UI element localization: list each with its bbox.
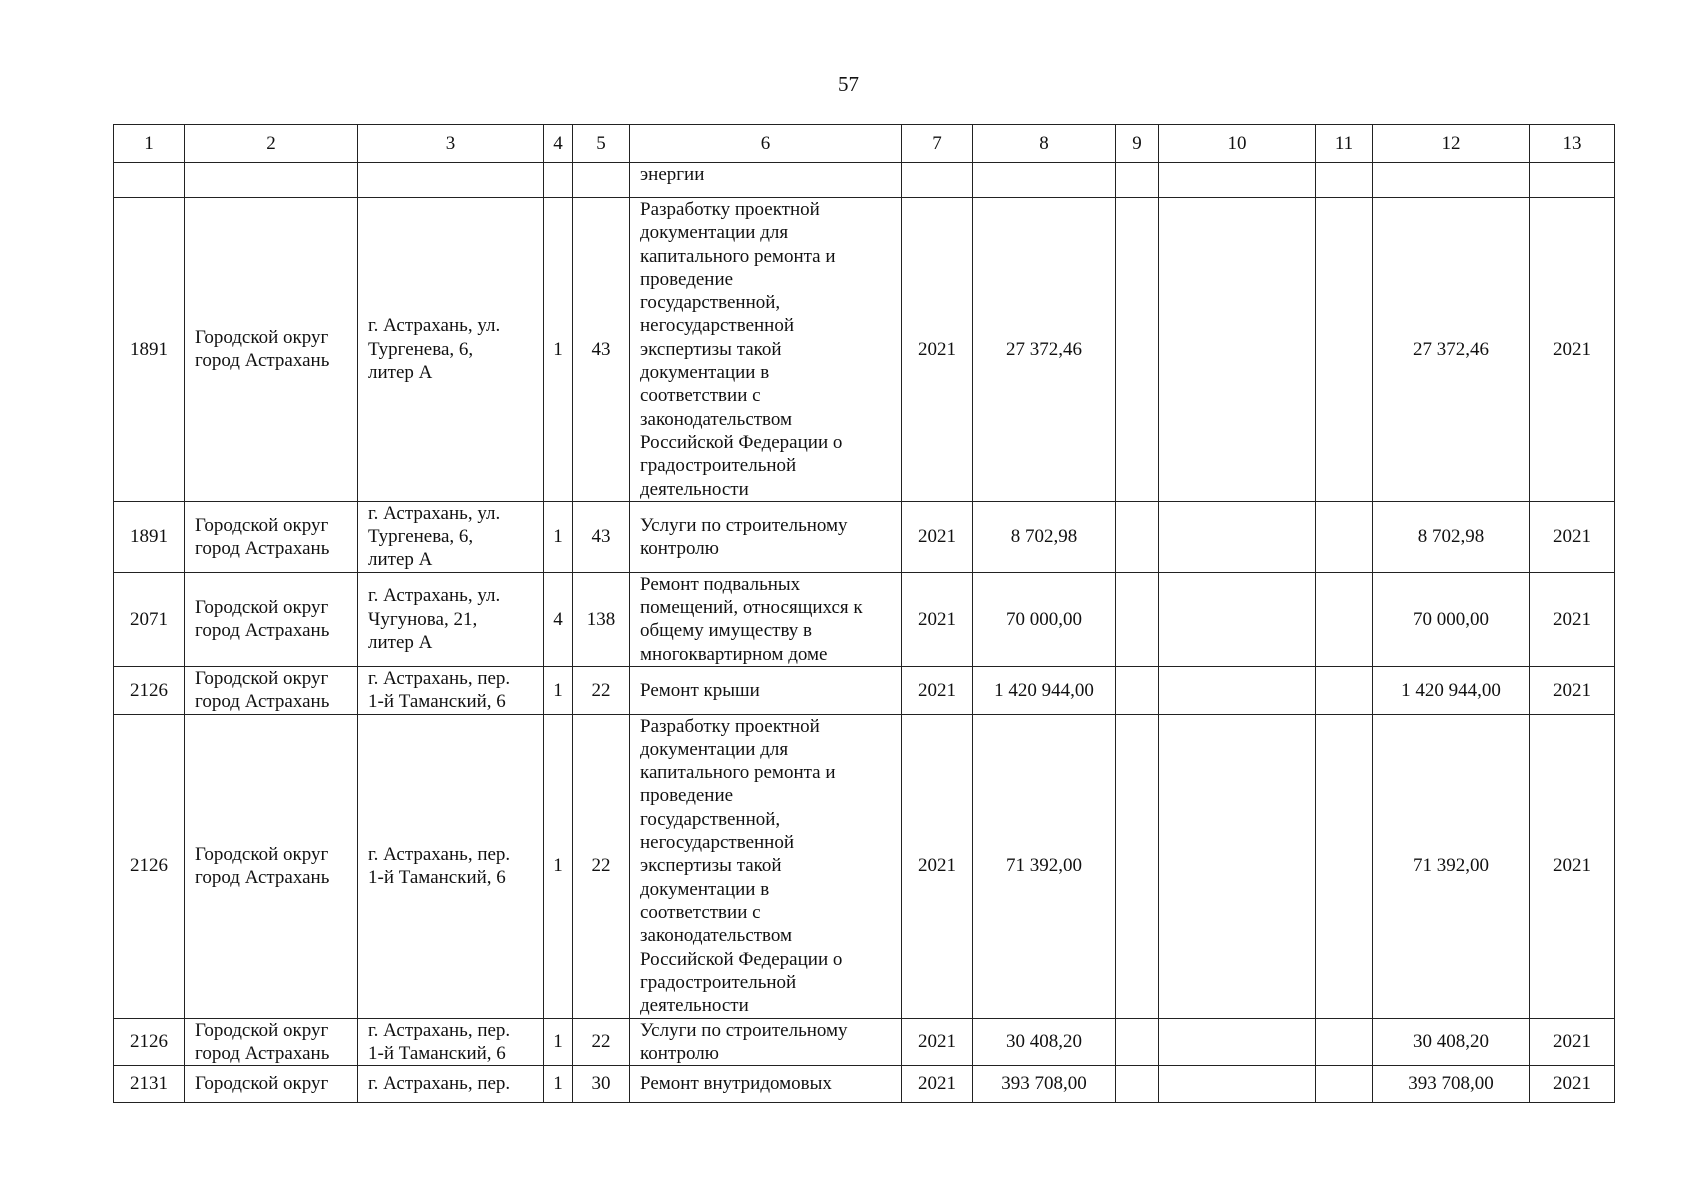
table-cell	[1316, 1018, 1373, 1066]
table-cell	[1316, 572, 1373, 666]
table-cell	[1159, 501, 1316, 572]
table-cell: 1	[544, 501, 573, 572]
year-cell: 2021	[1530, 1018, 1615, 1066]
amount-cell: 393 708,00	[1373, 1066, 1530, 1103]
table-cell	[1116, 163, 1159, 198]
table-cell	[1159, 572, 1316, 666]
municipality-cell: Городской округ	[185, 1066, 358, 1103]
municipality-cell: Городской округ город Астрахань	[185, 666, 358, 714]
work-type-cell: Ремонт крыши	[630, 666, 902, 714]
table-row	[114, 198, 1615, 502]
table-cell	[1116, 1018, 1159, 1066]
table-cell	[1116, 714, 1159, 1018]
table-cell	[1159, 1066, 1316, 1103]
amount-cell: 70 000,00	[1373, 572, 1530, 666]
column-number: 1	[114, 125, 185, 163]
column-number: 6	[630, 125, 902, 163]
address-cell: г. Астрахань, пер.	[358, 1066, 544, 1103]
amount-cell: 393 708,00	[973, 1066, 1116, 1103]
table-cell	[902, 163, 973, 198]
table-cell	[1159, 666, 1316, 714]
year-cell: 2021	[902, 1018, 973, 1066]
table-cell	[185, 163, 358, 198]
year-cell: 2021	[902, 198, 973, 502]
column-number: 12	[1373, 125, 1530, 163]
table-cell	[358, 163, 544, 198]
year-cell: 2021	[1530, 198, 1615, 502]
record-number-cell: 2131	[114, 1066, 185, 1103]
record-number-cell: 2071	[114, 572, 185, 666]
page-number: 57	[838, 72, 859, 96]
address-cell: г. Астрахань, пер. 1-й Таманский, 6	[358, 1018, 544, 1066]
table-cell: 138	[573, 572, 630, 666]
record-number-cell: 2126	[114, 1018, 185, 1066]
table-cell: 43	[573, 501, 630, 572]
table-cell	[1159, 714, 1316, 1018]
table-cell	[1116, 501, 1159, 572]
column-number: 8	[973, 125, 1116, 163]
table-row	[114, 572, 1615, 666]
year-cell: 2021	[1530, 714, 1615, 1018]
work-type-cell: Разработку проектной документации для капитального ремонта и проведение государственной, негосударственной экспертизы такой документации в соответствии с законодательством Российской Федерации о градостроительной деятельности	[630, 714, 902, 1018]
table-cell	[114, 163, 185, 198]
record-number-cell: 2126	[114, 666, 185, 714]
column-number: 4	[544, 125, 573, 163]
table-cell: 22	[573, 666, 630, 714]
table-cell	[1159, 163, 1316, 198]
table-row	[114, 1018, 1615, 1066]
table-cell	[1116, 666, 1159, 714]
table-row	[114, 714, 1615, 1018]
address-cell: г. Астрахань, ул. Тургенева, 6, литер А	[358, 501, 544, 572]
record-number-cell: 1891	[114, 198, 185, 502]
work-type-cell: Разработку проектной документации для капитального ремонта и проведение государственной, негосударственной экспертизы такой документации в соответствии с законодательством Российской Федерации о градостроительной деятельности	[630, 198, 902, 502]
table-cell: 30	[573, 1066, 630, 1103]
amount-cell: 8 702,98	[1373, 501, 1530, 572]
amount-cell: 71 392,00	[1373, 714, 1530, 1018]
table-cell	[1116, 198, 1159, 502]
amount-cell: 1 420 944,00	[973, 666, 1116, 714]
table-cell: 1	[544, 666, 573, 714]
year-cell: 2021	[902, 572, 973, 666]
column-number: 11	[1316, 125, 1373, 163]
table-cell	[1316, 163, 1373, 198]
address-cell: г. Астрахань, пер. 1-й Таманский, 6	[358, 666, 544, 714]
column-number: 10	[1159, 125, 1316, 163]
municipality-cell: Городской округ город Астрахань	[185, 572, 358, 666]
table-cell	[1316, 1066, 1373, 1103]
table-cell: 22	[573, 714, 630, 1018]
table-cell	[1316, 198, 1373, 502]
address-cell: г. Астрахань, ул. Тургенева, 6, литер А	[358, 198, 544, 502]
amount-cell: 27 372,46	[1373, 198, 1530, 502]
record-number-cell: 2126	[114, 714, 185, 1018]
table-cell	[1159, 198, 1316, 502]
amount-cell: 70 000,00	[973, 572, 1116, 666]
table-cell	[1373, 163, 1530, 198]
year-cell: 2021	[1530, 666, 1615, 714]
column-number-row	[114, 125, 1615, 163]
column-number: 5	[573, 125, 630, 163]
amount-cell: 8 702,98	[973, 501, 1116, 572]
amount-cell: 27 372,46	[973, 198, 1116, 502]
table-cell: 22	[573, 1018, 630, 1066]
municipality-cell: Городской округ город Астрахань	[185, 198, 358, 502]
table-cell	[1116, 1066, 1159, 1103]
capital-repair-table	[113, 124, 1615, 1103]
amount-cell: 71 392,00	[973, 714, 1116, 1018]
address-cell: г. Астрахань, пер. 1-й Таманский, 6	[358, 714, 544, 1018]
table-cell	[1316, 714, 1373, 1018]
year-cell: 2021	[902, 1066, 973, 1103]
year-cell: 2021	[902, 666, 973, 714]
record-number-cell: 1891	[114, 501, 185, 572]
work-type-cell: Ремонт подвальных помещений, относящихся к общему имуществу в многоквартирном доме	[630, 572, 902, 666]
table-row	[114, 1066, 1615, 1103]
amount-cell: 1 420 944,00	[1373, 666, 1530, 714]
table-cell: 43	[573, 198, 630, 502]
table-cell	[973, 163, 1116, 198]
table-cell	[1316, 501, 1373, 572]
year-cell: 2021	[1530, 501, 1615, 572]
address-cell: г. Астрахань, ул. Чугунова, 21, литер А	[358, 572, 544, 666]
table-cell	[1316, 666, 1373, 714]
municipality-cell: Городской округ город Астрахань	[185, 501, 358, 572]
column-number: 2	[185, 125, 358, 163]
work-type-cell: Ремонт внутридомовых	[630, 1066, 902, 1103]
year-cell: 2021	[902, 714, 973, 1018]
year-cell: 2021	[1530, 572, 1615, 666]
table-cell	[1159, 1018, 1316, 1066]
year-cell: 2021	[1530, 1066, 1615, 1103]
table-cell	[1116, 572, 1159, 666]
table-row	[114, 666, 1615, 714]
column-number: 3	[358, 125, 544, 163]
municipality-cell: Городской округ город Астрахань	[185, 1018, 358, 1066]
column-number: 13	[1530, 125, 1615, 163]
continuation-row	[114, 163, 1615, 198]
table-cell: 4	[544, 572, 573, 666]
table-cell	[544, 163, 573, 198]
year-cell: 2021	[902, 501, 973, 572]
table-cell: 1	[544, 714, 573, 1018]
table-cell: 1	[544, 198, 573, 502]
table-cell	[573, 163, 630, 198]
table-cell	[1530, 163, 1615, 198]
amount-cell: 30 408,20	[1373, 1018, 1530, 1066]
work-type-cell: Услуги по строительному контролю	[630, 1018, 902, 1066]
amount-cell: 30 408,20	[973, 1018, 1116, 1066]
column-number: 9	[1116, 125, 1159, 163]
work-type-cell: энергии	[630, 163, 902, 198]
table-cell: 1	[544, 1066, 573, 1103]
column-number: 7	[902, 125, 973, 163]
municipality-cell: Городской округ город Астрахань	[185, 714, 358, 1018]
work-type-cell: Услуги по строительному контролю	[630, 501, 902, 572]
table-row	[114, 501, 1615, 572]
table-cell: 1	[544, 1018, 573, 1066]
